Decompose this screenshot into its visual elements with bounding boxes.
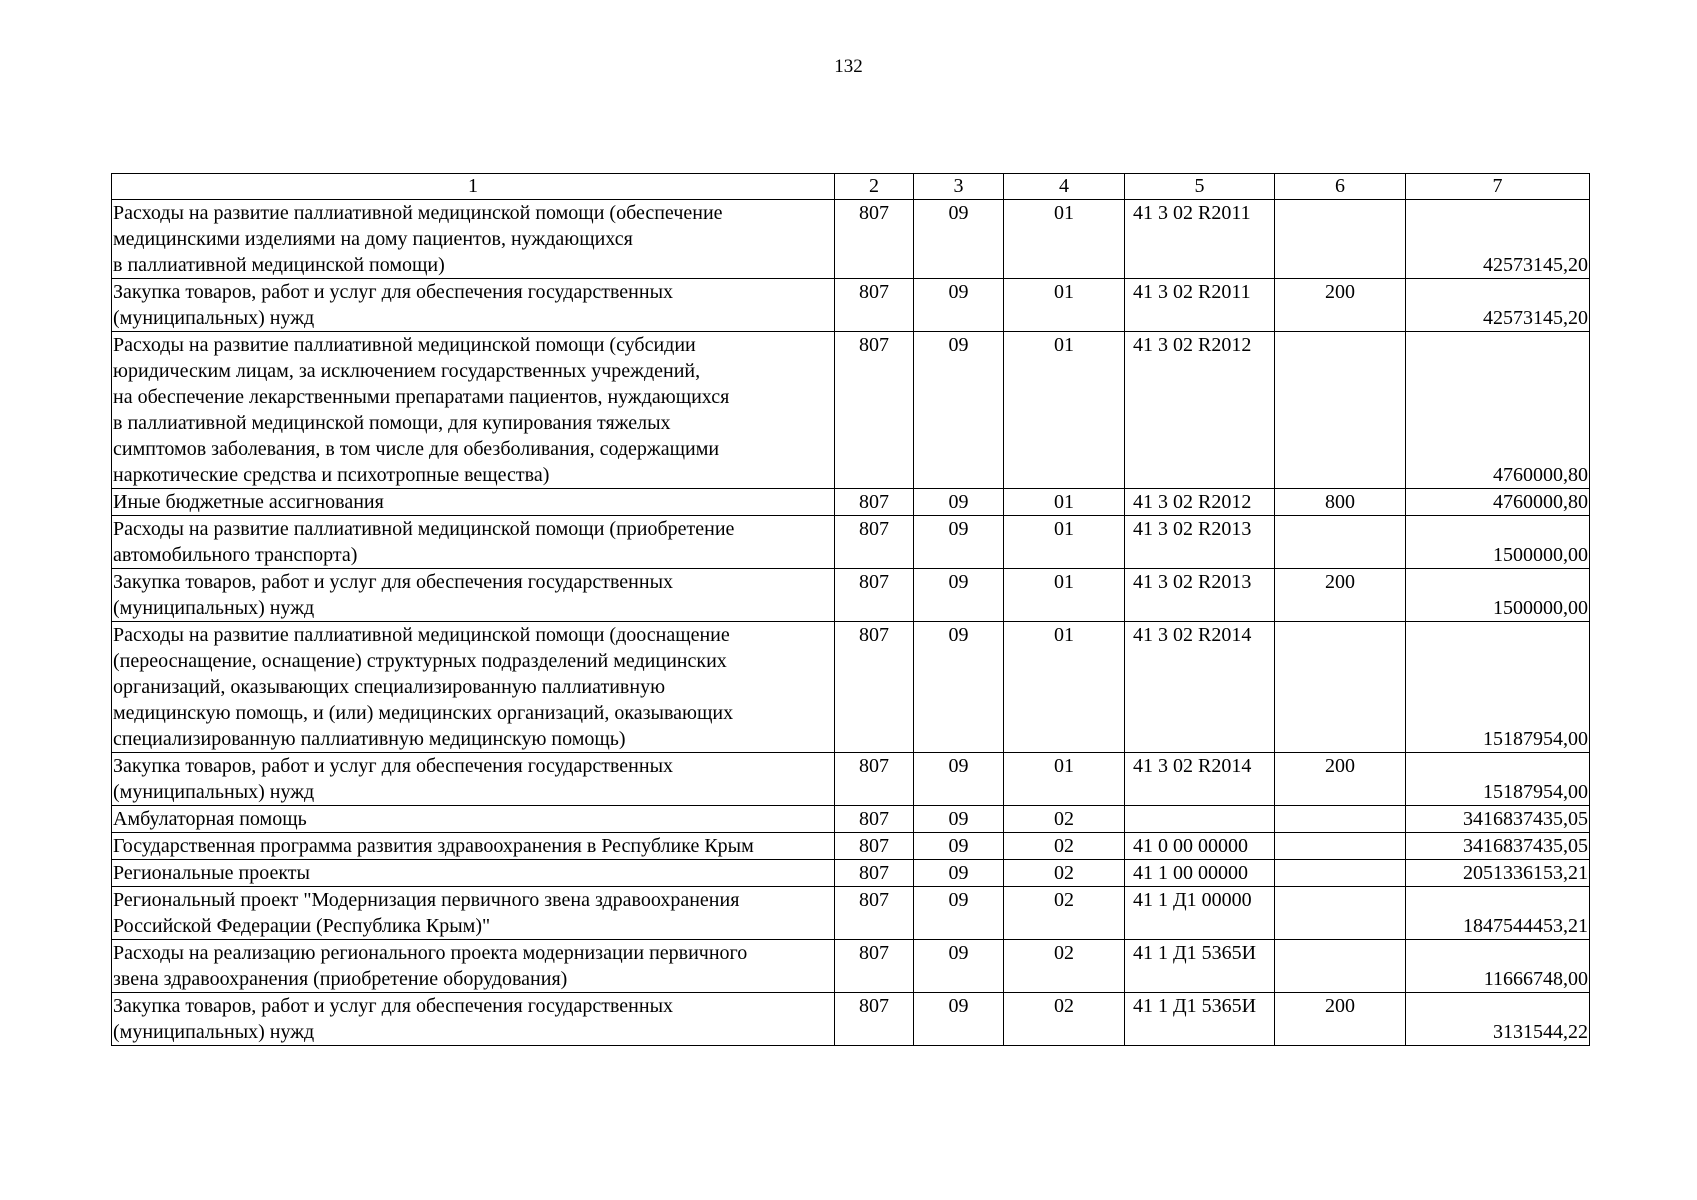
row-expense-type-code — [1275, 887, 1406, 940]
row-expense-type-code: 200 — [1275, 753, 1406, 806]
table-row — [112, 887, 1590, 940]
row-amount: 15187954,00 — [1406, 753, 1590, 806]
row-name: Закупка товаров, работ и услуг для обеспечения государственных (муниципальных) нужд — [112, 279, 835, 332]
row-grbs-code: 807 — [835, 860, 914, 887]
row-name: Расходы на реализацию регионального проекта модернизации первичного звена здравоохранения (приобретение оборудования) — [112, 940, 835, 993]
row-section-code: 09 — [914, 200, 1004, 279]
table-row — [112, 279, 1590, 332]
row-section-code: 09 — [914, 279, 1004, 332]
page-number: 132 — [834, 56, 863, 77]
row-subsection-code: 01 — [1004, 332, 1125, 489]
row-amount: 2051336153,21 — [1406, 860, 1590, 887]
row-amount: 3416837435,05 — [1406, 806, 1590, 833]
row-expense-type-code: 200 — [1275, 569, 1406, 622]
row-subsection-code: 01 — [1004, 516, 1125, 569]
row-amount: 42573145,20 — [1406, 279, 1590, 332]
row-target-article-code: 41 1 Д1 00000 — [1125, 887, 1275, 940]
row-subsection-code: 02 — [1004, 860, 1125, 887]
row-name: Расходы на развитие паллиативной медицинской помощи (обеспечение медицинскими изделиями на дому пациентов, нуждающихся в паллиативной медицинской помощи) — [112, 200, 835, 279]
column-header: 3 — [914, 174, 1004, 200]
row-section-code: 09 — [914, 833, 1004, 860]
row-target-article-code: 41 1 00 00000 — [1125, 860, 1275, 887]
row-name: Закупка товаров, работ и услуг для обеспечения государственных (муниципальных) нужд — [112, 993, 835, 1046]
row-expense-type-code — [1275, 940, 1406, 993]
row-target-article-code: 41 1 Д1 5365И — [1125, 940, 1275, 993]
row-name: Расходы на развитие паллиативной медицинской помощи (дооснащение (переоснащение, оснащение) структурных подразделений медицинских организаций, оказывающих специализированную паллиативную медицинскую помощь, и (или) медицинских организаций, оказывающих специализированную паллиативную медицинскую помощь) — [112, 622, 835, 753]
row-subsection-code: 01 — [1004, 622, 1125, 753]
row-grbs-code: 807 — [835, 940, 914, 993]
row-grbs-code: 807 — [835, 753, 914, 806]
row-target-article-code: 41 1 Д1 5365И — [1125, 993, 1275, 1046]
row-grbs-code: 807 — [835, 622, 914, 753]
row-expense-type-code — [1275, 516, 1406, 569]
row-expense-type-code: 200 — [1275, 993, 1406, 1046]
budget-table — [111, 173, 1590, 1046]
row-subsection-code: 02 — [1004, 806, 1125, 833]
row-subsection-code: 01 — [1004, 279, 1125, 332]
table-row — [112, 489, 1590, 516]
row-section-code: 09 — [914, 622, 1004, 753]
row-amount: 1500000,00 — [1406, 516, 1590, 569]
row-name: Иные бюджетные ассигнования — [112, 489, 835, 516]
row-name: Закупка товаров, работ и услуг для обеспечения государственных (муниципальных) нужд — [112, 569, 835, 622]
table-header-row — [112, 174, 1590, 200]
row-grbs-code: 807 — [835, 993, 914, 1046]
row-grbs-code: 807 — [835, 489, 914, 516]
table-row — [112, 940, 1590, 993]
row-amount: 4760000,80 — [1406, 489, 1590, 516]
row-amount: 1500000,00 — [1406, 569, 1590, 622]
row-target-article-code: 41 0 00 00000 — [1125, 833, 1275, 860]
row-target-article-code: 41 3 02 R2012 — [1125, 489, 1275, 516]
column-header: 5 — [1125, 174, 1275, 200]
row-name: Государственная программа развития здравоохранения в Республике Крым — [112, 833, 835, 860]
column-header: 2 — [835, 174, 914, 200]
row-section-code: 09 — [914, 516, 1004, 569]
row-grbs-code: 807 — [835, 516, 914, 569]
row-expense-type-code — [1275, 860, 1406, 887]
row-section-code: 09 — [914, 489, 1004, 516]
column-header: 6 — [1275, 174, 1406, 200]
row-section-code: 09 — [914, 860, 1004, 887]
row-expense-type-code: 800 — [1275, 489, 1406, 516]
column-header: 4 — [1004, 174, 1125, 200]
row-section-code: 09 — [914, 332, 1004, 489]
row-grbs-code: 807 — [835, 279, 914, 332]
row-section-code: 09 — [914, 993, 1004, 1046]
row-name: Закупка товаров, работ и услуг для обеспечения государственных (муниципальных) нужд — [112, 753, 835, 806]
row-expense-type-code — [1275, 622, 1406, 753]
table-row — [112, 516, 1590, 569]
row-target-article-code: 41 3 02 R2011 — [1125, 200, 1275, 279]
row-amount: 42573145,20 — [1406, 200, 1590, 279]
row-expense-type-code — [1275, 200, 1406, 279]
row-expense-type-code: 200 — [1275, 279, 1406, 332]
row-target-article-code: 41 3 02 R2012 — [1125, 332, 1275, 489]
row-expense-type-code — [1275, 833, 1406, 860]
row-subsection-code: 02 — [1004, 833, 1125, 860]
row-name: Региональный проект "Модернизация первичного звена здравоохранения Российской Федерации (Республика Крым)" — [112, 887, 835, 940]
row-section-code: 09 — [914, 940, 1004, 993]
table-row — [112, 833, 1590, 860]
table-row — [112, 332, 1590, 489]
row-subsection-code: 01 — [1004, 489, 1125, 516]
row-subsection-code: 02 — [1004, 940, 1125, 993]
row-grbs-code: 807 — [835, 200, 914, 279]
row-amount: 1847544453,21 — [1406, 887, 1590, 940]
column-header: 7 — [1406, 174, 1590, 200]
column-header: 1 — [112, 174, 835, 200]
row-target-article-code: 41 3 02 R2013 — [1125, 516, 1275, 569]
table-row — [112, 860, 1590, 887]
row-section-code: 09 — [914, 806, 1004, 833]
row-target-article-code — [1125, 806, 1275, 833]
row-section-code: 09 — [914, 887, 1004, 940]
row-target-article-code: 41 3 02 R2014 — [1125, 622, 1275, 753]
row-expense-type-code — [1275, 806, 1406, 833]
table-row — [112, 993, 1590, 1046]
table-row — [112, 753, 1590, 806]
row-name: Расходы на развитие паллиативной медицинской помощи (приобретение автомобильного транспорта) — [112, 516, 835, 569]
row-section-code: 09 — [914, 569, 1004, 622]
row-section-code: 09 — [914, 753, 1004, 806]
row-subsection-code: 01 — [1004, 569, 1125, 622]
row-subsection-code: 02 — [1004, 993, 1125, 1046]
row-subsection-code: 01 — [1004, 200, 1125, 279]
table-row — [112, 806, 1590, 833]
row-grbs-code: 807 — [835, 332, 914, 489]
table-row — [112, 569, 1590, 622]
row-name: Амбулаторная помощь — [112, 806, 835, 833]
row-amount: 3416837435,05 — [1406, 833, 1590, 860]
row-grbs-code: 807 — [835, 887, 914, 940]
row-amount: 11666748,00 — [1406, 940, 1590, 993]
row-subsection-code: 02 — [1004, 887, 1125, 940]
row-target-article-code: 41 3 02 R2014 — [1125, 753, 1275, 806]
row-target-article-code: 41 3 02 R2013 — [1125, 569, 1275, 622]
table-body — [112, 200, 1590, 1046]
row-amount: 3131544,22 — [1406, 993, 1590, 1046]
row-amount: 4760000,80 — [1406, 332, 1590, 489]
row-grbs-code: 807 — [835, 806, 914, 833]
table-row — [112, 200, 1590, 279]
row-amount: 15187954,00 — [1406, 622, 1590, 753]
row-grbs-code: 807 — [835, 833, 914, 860]
row-expense-type-code — [1275, 332, 1406, 489]
table-row — [112, 622, 1590, 753]
row-name: Региональные проекты — [112, 860, 835, 887]
row-grbs-code: 807 — [835, 569, 914, 622]
row-target-article-code: 41 3 02 R2011 — [1125, 279, 1275, 332]
row-name: Расходы на развитие паллиативной медицинской помощи (субсидии юридическим лицам, за исключением государственных учреждений, на обеспечение лекарственными препаратами пациентов, нуждающихся в паллиативной медицинской помощи, для купирования тяжелых симптомов заболевания, в том числе для обезболивания, содержащими наркотические средства и психотропные вещества) — [112, 332, 835, 489]
row-subsection-code: 01 — [1004, 753, 1125, 806]
